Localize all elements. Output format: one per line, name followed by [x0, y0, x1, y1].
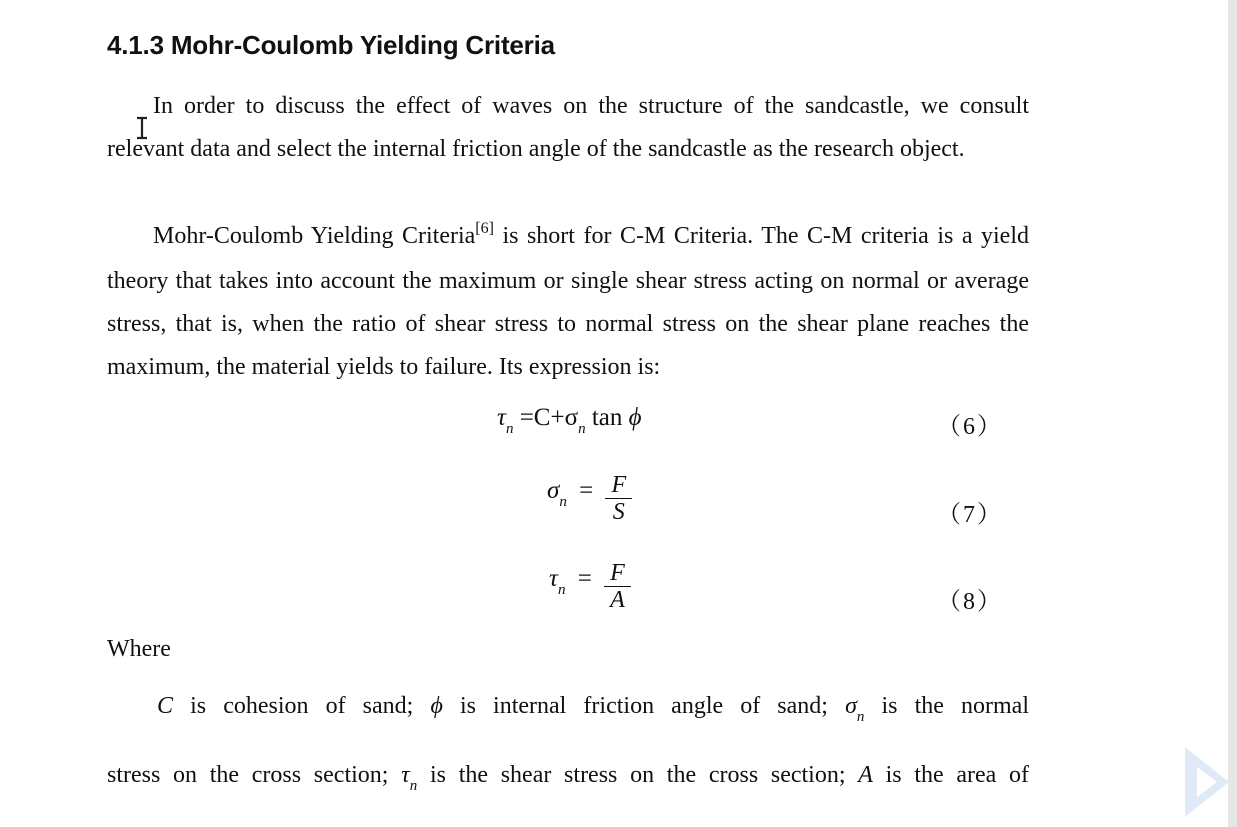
eq6-phi: ϕ [628, 404, 642, 431]
eq8-tau: τ [549, 565, 558, 593]
eq6-tau: τ [497, 404, 506, 431]
eq7-numerator: F [605, 472, 632, 499]
where-label: Where [107, 636, 171, 662]
definitions-line-1 [157, 685, 1029, 731]
eq7-fraction [605, 472, 632, 525]
equation-8-number: （8） [937, 589, 1003, 615]
def-sigma-text: is the normal [864, 693, 1029, 719]
def-tau-text: is the shear stress on the cross section; [417, 762, 859, 788]
equation-8-body [549, 560, 631, 619]
def-C-text: is cohesion of sand; [173, 693, 431, 719]
eq6-rhs: =C+σ [519, 404, 579, 431]
citation-ref[interactable]: [6] [475, 220, 494, 237]
def-C: C [157, 693, 174, 719]
eq7-denominator: S [612, 499, 625, 525]
def-phi: ϕ [430, 693, 443, 719]
equation-8 [107, 560, 1029, 626]
def-sigma: σ [845, 693, 857, 719]
text-cursor-icon [134, 116, 150, 140]
def-A-text: is the area of [872, 762, 1030, 788]
equation-6-body [497, 404, 642, 437]
player-logo-icon [1177, 737, 1237, 827]
equation-7 [107, 472, 1029, 538]
paragraph-mc-body: is short for C-M Criteria. The C-M criteria is a yield theory that takes into account the maximum or single shear stress acting on normal or average stress, that is, when the ratio of shear stress to normal stress on the shear plane reaches the maximum, the material yields to failure. Its expression is: [107, 223, 1029, 380]
eq8-numerator: F [604, 560, 631, 587]
eq8-denominator: A [610, 587, 625, 613]
eq6-tan: tan [585, 404, 623, 431]
eq7-sigma-sub: n [559, 494, 567, 511]
bottom-fade [0, 813, 1219, 827]
def-line2-start: stress on the cross section; [107, 762, 402, 788]
eq8-equals: = [577, 565, 592, 593]
equation-6 [107, 404, 1029, 464]
scrollbar-track[interactable] [1228, 0, 1237, 827]
eq6-sigma-sub: n [578, 421, 586, 437]
equation-7-number: （7） [937, 502, 1003, 528]
def-sigma-sub: n [856, 709, 865, 725]
definitions-line-2 [107, 754, 1029, 800]
paragraph-mohr-coulomb [107, 215, 1029, 389]
eq8-tau-sub: n [557, 582, 566, 599]
eq6-tau-sub: n [505, 421, 514, 437]
section-heading: 4.1.3 Mohr-Coulomb Yielding Criteria [107, 30, 555, 60]
equation-6-number: （6） [937, 414, 1003, 440]
equation-7-body [547, 472, 632, 531]
def-phi-text: is internal friction angle of sand; [442, 693, 846, 719]
def-A: A [858, 762, 873, 788]
paragraph-intro-text: In order to discuss the effect of waves on the structure of the sandcastle, we consult relevant data and select the internal friction angle of the sandcastle as the research object. [107, 93, 1029, 162]
eq7-sigma: σ [547, 477, 560, 505]
def-tau: τ [401, 762, 410, 788]
paragraph-mc-lead: Mohr-Coulomb Yielding Criteria [153, 223, 476, 249]
paragraph-intro [107, 85, 1029, 171]
eq8-fraction [604, 560, 631, 613]
eq7-equals: = [579, 477, 594, 505]
def-tau-sub: n [409, 778, 418, 794]
